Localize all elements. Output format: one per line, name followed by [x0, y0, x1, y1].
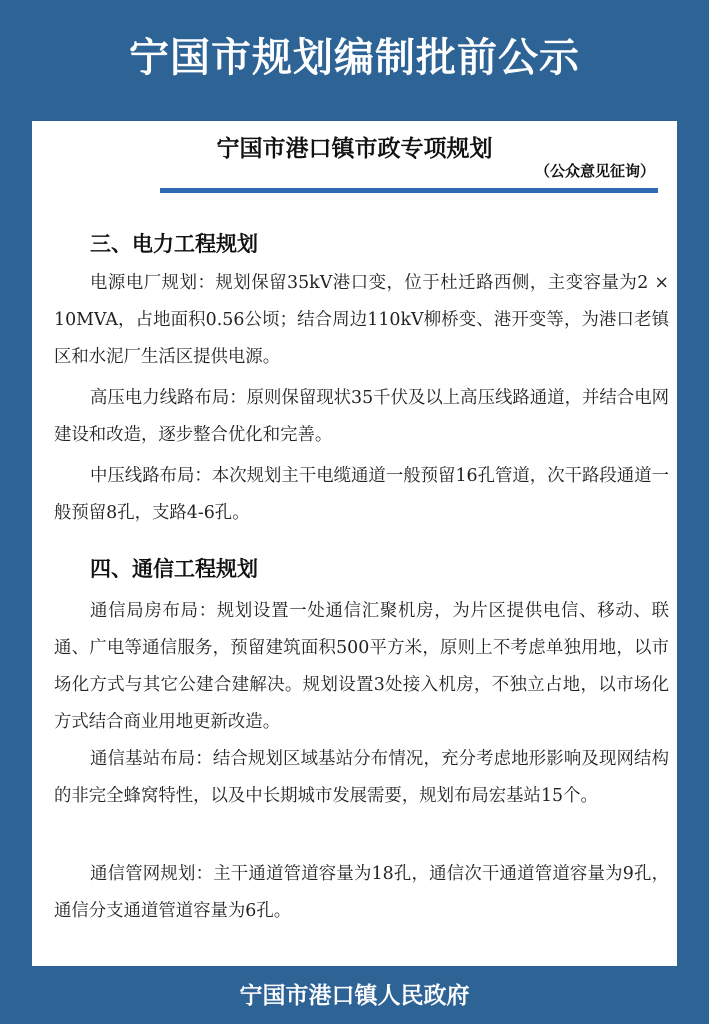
paragraph-telecom-rooms: 通信局房布局：规划设置一处通信汇聚机房，为片区提供电信、移动、联通、广电等通信服务，预留建筑面积500平方米，原则上不考虑单独用地，以市场化方式与其它公建合建解决。规划设置3处接入机房，不独立占地，以市场化方式结合商业用地更新改造。 — [54, 601, 669, 732]
document-title: 宁国市港口镇市政专项规划 — [216, 136, 493, 162]
paragraph-telecom-ducts: 通信管网规划：主干通道管道容量为18孔，通信次干通道管道容量为9孔，通信分支通道管道容量为6孔。 — [54, 864, 669, 921]
title-divider — [160, 188, 658, 193]
page-title: 宁国市规划编制批前公示 — [129, 35, 580, 81]
paragraph-base-stations: 通信基站布局：结合规划区域基站分布情况，充分考虑地形影响及现网结构的非完全蜂窝特性，以及中长期城市发展需要，规划布局宏基站15个。 — [54, 749, 669, 806]
notice-panel — [32, 121, 677, 966]
paragraph-high-voltage: 高压电力线路布局：原则保留现状35千伏及以上高压线路通道，并结合电网建设和改造，逐步整合优化和完善。 — [54, 388, 669, 445]
paragraph-power-source: 电源电厂规划：规划保留35kV港口变，位于杜迁路西侧，主变容量为2 × 10MVA，占地面积0.56公顷；结合周边110kV柳桥变、港开变等，为港口老镇区和水泥厂生活区提供电源。 — [54, 273, 669, 367]
paragraph-medium-voltage: 中压线路布局：本次规划主干电缆通道一般预留16孔管道，次干路段通道一般预留8孔，支路4-6孔。 — [54, 466, 669, 523]
issuer-name: 宁国市港口镇人民政府 — [239, 983, 470, 1009]
section-heading-power: 三、电力工程规划 — [90, 232, 258, 256]
document-subtitle: （公众意见征询） — [534, 162, 655, 180]
section-heading-telecom: 四、通信工程规划 — [90, 557, 258, 581]
